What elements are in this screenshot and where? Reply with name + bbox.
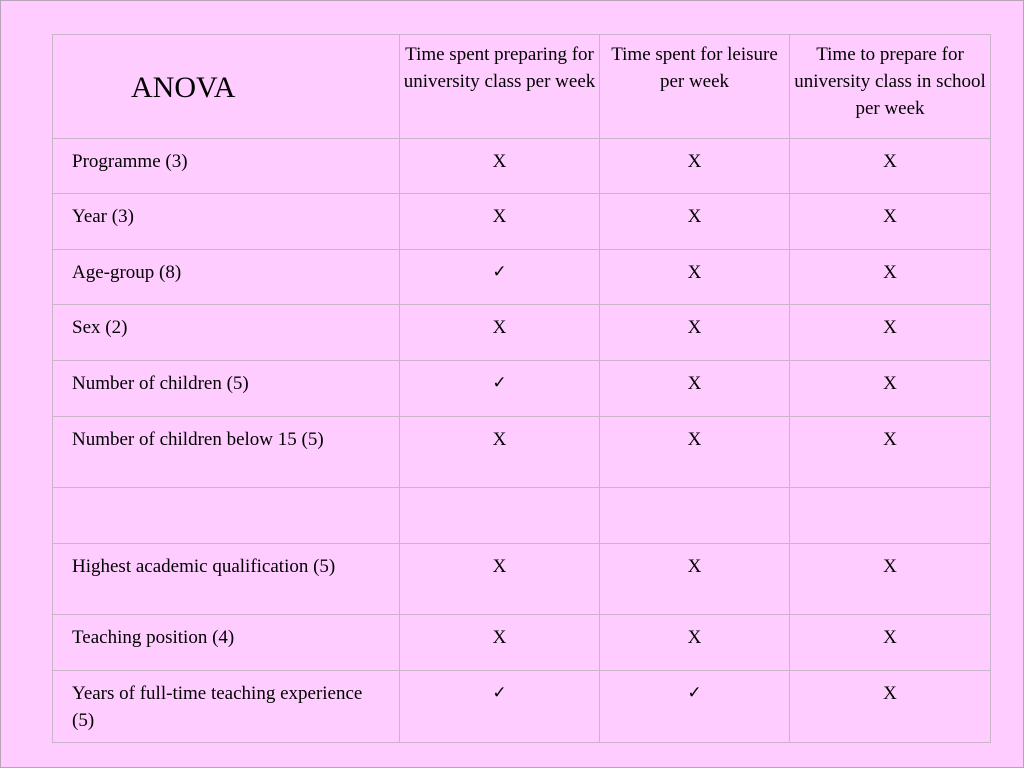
table-row xyxy=(53,250,991,305)
result-mark: ✓ xyxy=(400,361,600,417)
result-mark: X xyxy=(600,305,790,361)
result-mark xyxy=(400,488,600,544)
result-mark: X xyxy=(790,615,991,671)
row-label: Years of full-time teaching experience (5) xyxy=(53,671,400,743)
result-mark: X xyxy=(400,417,600,488)
table-row xyxy=(53,194,991,250)
result-mark: X xyxy=(600,544,790,615)
result-mark xyxy=(600,488,790,544)
result-mark: X xyxy=(400,139,600,194)
column-header-prep-time: Time spent preparing for university class per week xyxy=(400,35,600,139)
row-label xyxy=(53,488,400,544)
result-mark: X xyxy=(600,194,790,250)
result-mark: X xyxy=(790,305,991,361)
result-mark: X xyxy=(400,194,600,250)
row-label: Sex (2) xyxy=(53,305,400,361)
table-title: ANOVA xyxy=(131,71,236,104)
result-mark: X xyxy=(790,417,991,488)
result-mark: ✓ xyxy=(600,671,790,743)
row-label: Programme (3) xyxy=(53,139,400,194)
result-mark: X xyxy=(600,139,790,194)
result-mark: X xyxy=(400,544,600,615)
row-label: Number of children below 15 (5) xyxy=(53,417,400,488)
table-row xyxy=(53,671,991,743)
result-mark: X xyxy=(400,305,600,361)
result-mark: X xyxy=(790,250,991,305)
anova-table xyxy=(52,34,991,743)
row-label: Age-group (8) xyxy=(53,250,400,305)
corner-cell xyxy=(53,35,400,139)
result-mark xyxy=(790,488,991,544)
result-mark: X xyxy=(790,139,991,194)
table-row xyxy=(53,615,991,671)
column-header-school-prep-time: Time to prepare for university class in school per week xyxy=(790,35,991,139)
result-mark: X xyxy=(790,361,991,417)
table-row xyxy=(53,417,991,488)
row-label: Teaching position (4) xyxy=(53,615,400,671)
result-mark: X xyxy=(600,250,790,305)
table-row xyxy=(53,305,991,361)
result-mark: X xyxy=(790,544,991,615)
result-mark: ✓ xyxy=(400,671,600,743)
result-mark: ✓ xyxy=(400,250,600,305)
result-mark: X xyxy=(600,361,790,417)
row-label: Number of children (5) xyxy=(53,361,400,417)
result-mark: X xyxy=(400,615,600,671)
result-mark: X xyxy=(600,615,790,671)
result-mark: X xyxy=(600,417,790,488)
result-mark: X xyxy=(790,671,991,743)
column-header-leisure-time: Time spent for leisure per week xyxy=(600,35,790,139)
row-label: Highest academic qualification (5) xyxy=(53,544,400,615)
row-label: Year (3) xyxy=(53,194,400,250)
table-row xyxy=(53,544,991,615)
table-row-empty xyxy=(53,488,991,544)
result-mark: X xyxy=(790,194,991,250)
table-row xyxy=(53,139,991,194)
header-row xyxy=(53,35,991,139)
table-row xyxy=(53,361,991,417)
